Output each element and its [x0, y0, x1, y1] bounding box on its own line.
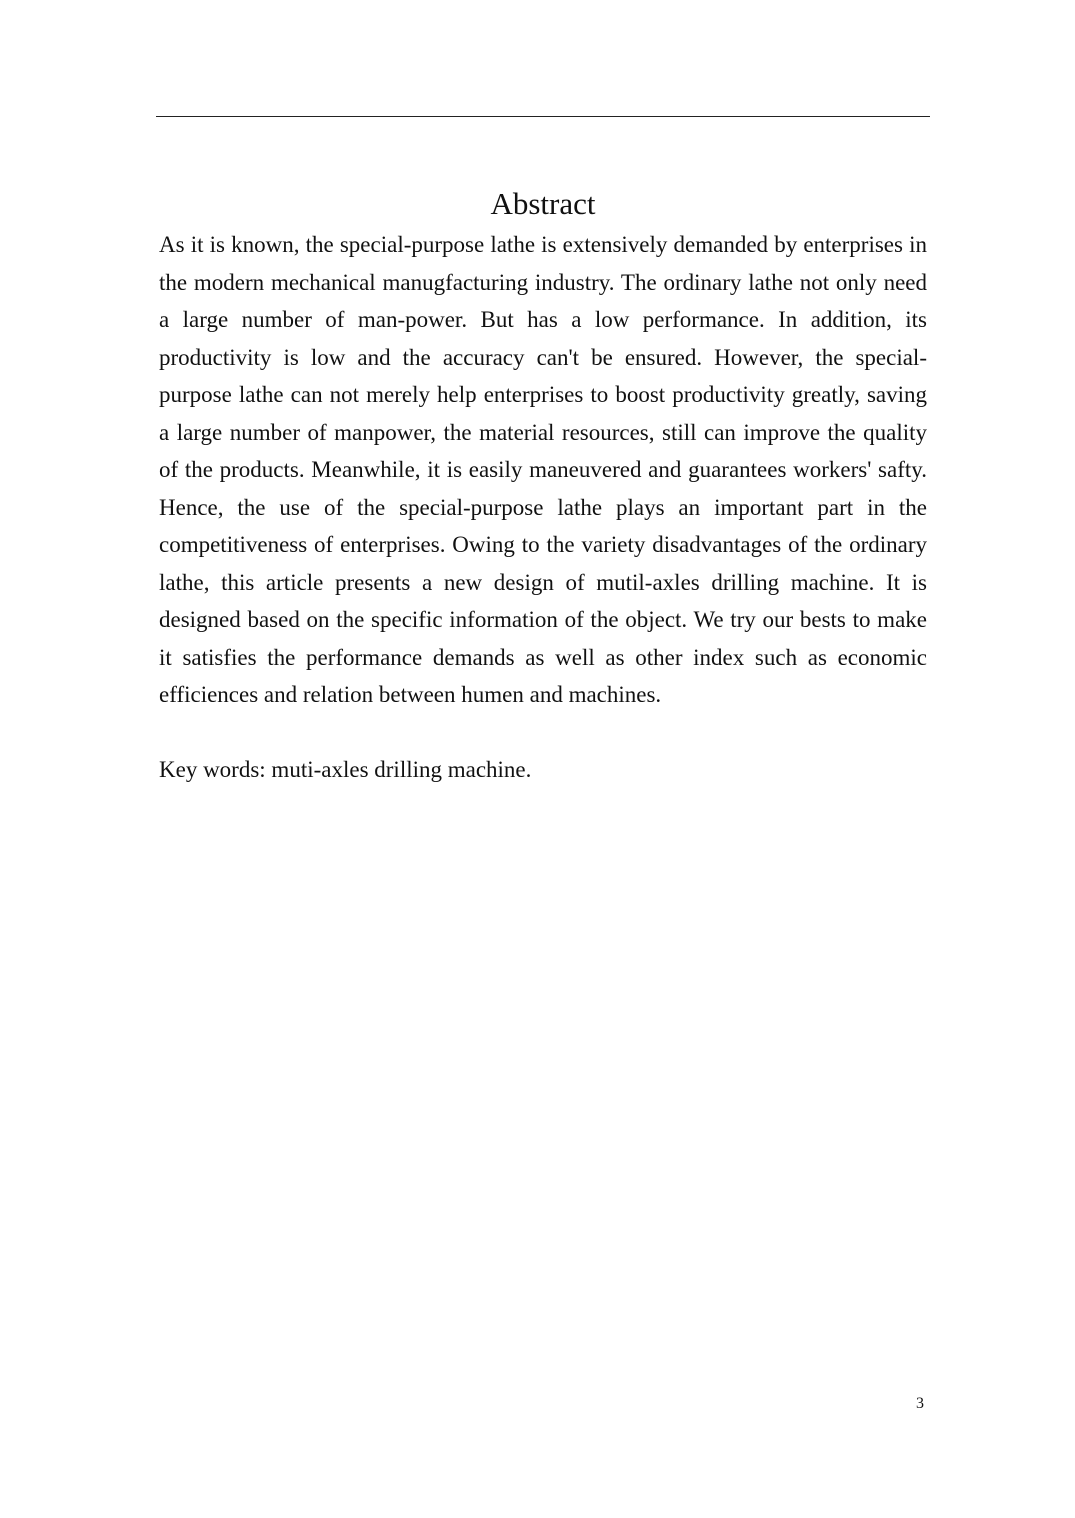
keywords-line: Key words: muti-axles drilling machine. [159, 757, 532, 782]
abstract-title: Abstract [490, 186, 596, 221]
page-number: 3 [916, 1395, 924, 1412]
header-rule [156, 116, 930, 117]
abstract-body: As it is known, the special-purpose lathe is extensively demanded by enterprises in the modern mechanical manugfacturing industry. The ordinary lathe not only need a large number of man-power. But has a low performance. In addition, its productivity is low and the accuracy can't be ensured. However, the special-purpose lathe can not merely help enterprises to boost productivity greatly, saving a large number of manpower, the material resources, still can improve the quality of the products. Meanwhile, it is easily maneuvered and guarantees workers' safty. Hence, the use of the special-purpose lathe plays an important part in the competitiveness of enterprises. Owing to the variety disadvantages of the ordinary lathe, this article presents a new design of mutil-axles drilling machine. It is designed based on the specific information of the object. We try our bests to make it satisfies the performance demands as well as other index such as economic efficiences and relation between humen and machines. [159, 232, 927, 707]
